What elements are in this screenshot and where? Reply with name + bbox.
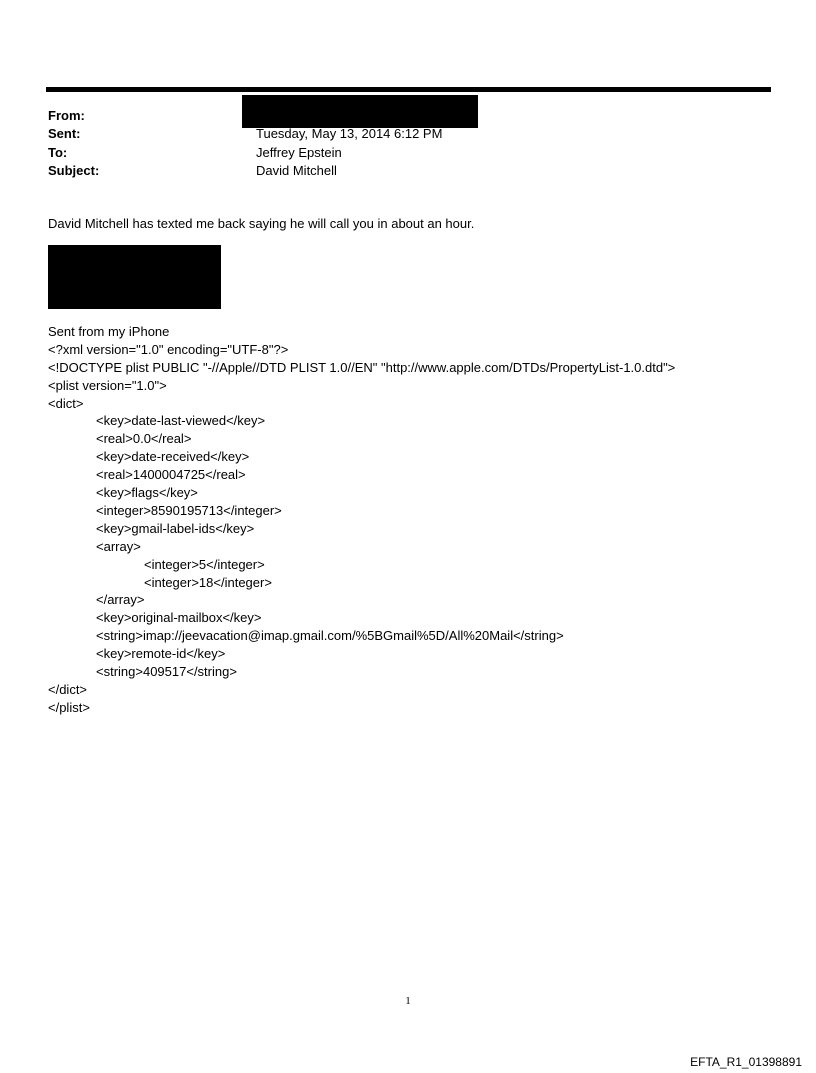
xml-line: </dict> bbox=[48, 682, 88, 697]
xml-line: <integer>18</integer> bbox=[144, 575, 272, 590]
xml-line: <integer>5</integer> bbox=[144, 557, 265, 572]
xml-line: </array> bbox=[96, 592, 145, 607]
to-row bbox=[48, 144, 748, 162]
to-value: Jeffrey Epstein bbox=[256, 145, 342, 160]
header-divider bbox=[46, 87, 771, 92]
xml-line: <key>original-mailbox</key> bbox=[96, 610, 262, 625]
from-label: From: bbox=[48, 108, 85, 123]
xml-line: <key>gmail-label-ids</key> bbox=[96, 521, 255, 536]
sent-label: Sent: bbox=[48, 126, 81, 141]
subject-value: David Mitchell bbox=[256, 163, 337, 178]
xml-line: </plist> bbox=[48, 700, 90, 715]
xml-line: <key>remote-id</key> bbox=[96, 646, 226, 661]
xml-line: <real>1400004725</real> bbox=[96, 467, 246, 482]
bates-number: EFTA_R1_01398891 bbox=[690, 1055, 802, 1069]
sent-value: Tuesday, May 13, 2014 6:12 PM bbox=[256, 126, 443, 141]
xml-line: <key>flags</key> bbox=[96, 485, 198, 500]
xml-line: <real>0.0</real> bbox=[96, 431, 192, 446]
to-label: To: bbox=[48, 145, 68, 160]
subject-label: Subject: bbox=[48, 163, 100, 178]
xml-line: <string>409517</string> bbox=[96, 664, 237, 679]
xml-line: <key>date-received</key> bbox=[96, 449, 250, 464]
xml-line: <integer>8590195713</integer> bbox=[96, 503, 282, 518]
page-number: 1 bbox=[405, 995, 411, 1007]
signature-text: Sent from my iPhone bbox=[48, 324, 170, 339]
xml-line: <?xml version="1.0" encoding="UTF-8"?> bbox=[48, 342, 289, 357]
xml-line: <plist version="1.0"> bbox=[48, 378, 167, 393]
xml-line: <array> bbox=[96, 539, 141, 554]
message-text: David Mitchell has texted me back saying he will call you in about an hour. bbox=[48, 216, 475, 231]
subject-row bbox=[48, 162, 748, 180]
redaction-box-sender bbox=[242, 95, 478, 128]
redaction-box-body bbox=[48, 245, 221, 309]
xml-line: <string>imap://jeevacation@imap.gmail.com/%5BGmail%5D/All%20Mail</string> bbox=[96, 628, 564, 643]
xml-line: <key>date-last-viewed</key> bbox=[96, 413, 266, 428]
sent-row bbox=[48, 125, 748, 143]
xml-line: <!DOCTYPE plist PUBLIC "-//Apple//DTD PLIST 1.0//EN" "http://www.apple.com/DTDs/PropertyList-1.0.dtd"> bbox=[48, 360, 676, 375]
xml-line: <dict> bbox=[48, 396, 84, 411]
